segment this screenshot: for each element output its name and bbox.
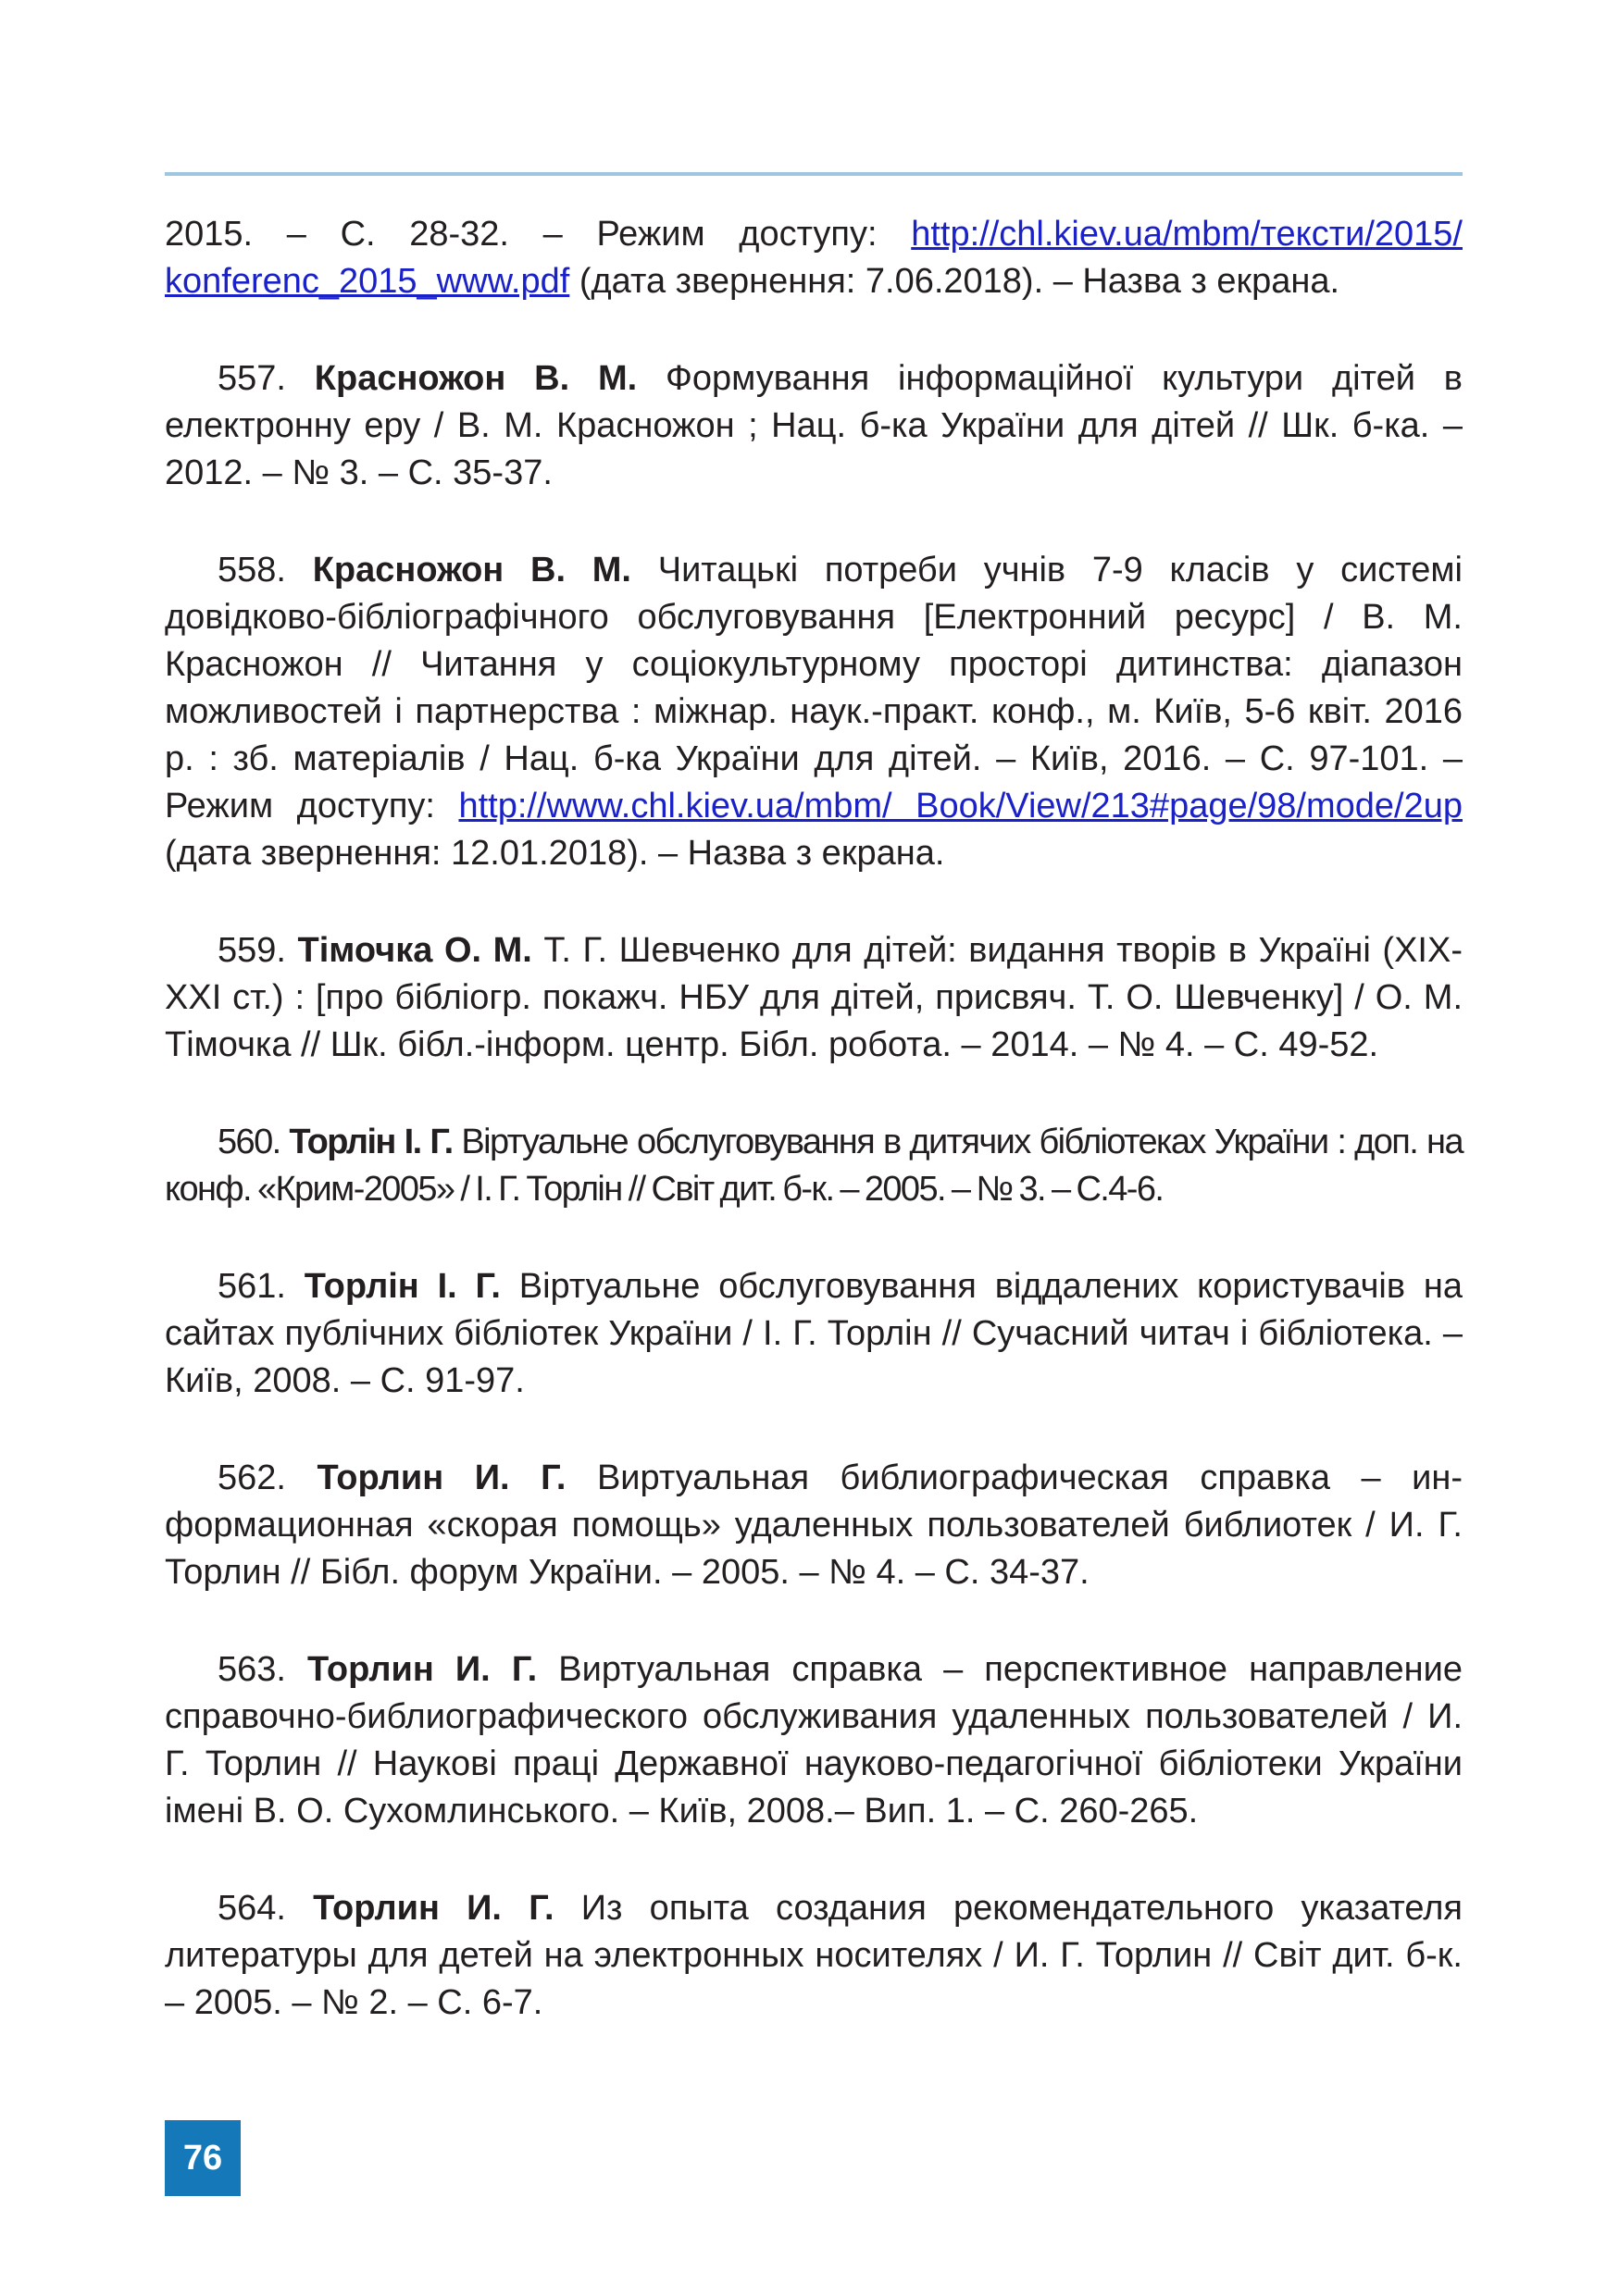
- entry-564: [165, 1885, 1463, 2027]
- bibliography-list: [165, 211, 1463, 2077]
- entry-link[interactable]: http://chl.kiev.ua/mbm/тексти/2015/ konferenc_2015_www.pdf: [165, 215, 1463, 301]
- entry-text: 2015. – С. 28-32. – Режим доступу:: [165, 215, 912, 254]
- entry-text: Виртуальная справка – перспективное направление справочно-библиографического обслуживания удаленных пользователей / И. Г. Торлин // Наукові праці Державної науково-педагогічної бібліотеки України імені В. О. Сухомлинського. – Київ, 2008.– Вип. 1. – С. 260-265.: [165, 1650, 1463, 1831]
- entry-text: Т. Г. Шевченко для дітей: видання творів в Україні (XIX-XXI ст.) : [про бібліогр. покажч. НБУ для дітей, присвяч. Т. О. Шевченку] / О. М. Тімочка // Шк. бібл.-інформ. центр. Бібл. робота. – 2014. – № 4. – С. 49-52.: [165, 931, 1463, 1064]
- entry-text: Формування інформаційної культури дітей в електронну еру / В. М. Красножон ; Нац. б-ка України для дітей // Шк. б-ка. – 2012. – № 3. – С. 35-37.: [165, 359, 1463, 492]
- entry-text-tail: (дата звернення: 12.01.2018). – Назва з екрана.: [165, 834, 945, 873]
- entry-559: [165, 927, 1463, 1069]
- page-number-badge: 76: [165, 2120, 241, 2196]
- entry-562: [165, 1455, 1463, 1596]
- entry-text-tail: (дата звернення: 7.06.2018). – Назва з екрана.: [569, 262, 1340, 301]
- entry-560: [165, 1119, 1463, 1213]
- entry-557: [165, 355, 1463, 497]
- entry-text: Из опыта создания рекомендательного указателя литературы для детей на электронных носителях / И. Г. Торлин // Світ дит. б-к. – 2005. – № 2. – С. 6-7.: [165, 1889, 1463, 2022]
- entry-number: 561.: [218, 1267, 305, 1306]
- entry-number: 562.: [218, 1458, 318, 1497]
- entry-text: Віртуальне обслуговування віддалених користувачів на сайтах публічних бібліотек України / І. Г. Торлін // Сучасний читач і бібліотека. – Київ, 2008. – С. 91-97.: [165, 1267, 1463, 1400]
- entry-author: Торлин И. Г.: [307, 1650, 538, 1689]
- entry-number: 557.: [218, 359, 315, 398]
- entry-author: Торлин И. Г.: [317, 1458, 567, 1497]
- entry-number: 560.: [218, 1123, 290, 1161]
- entry-number: 564.: [218, 1889, 314, 1928]
- entry-number: 563.: [218, 1650, 308, 1689]
- entry-author: Тімочка О. М.: [297, 931, 532, 970]
- entry-text: Читацькі потреби учнів 7-9 класів у системі довідково-бібліографічного обслуговування [Електронний ресурс] / В. М. Красножон // Читання у соціокультурному просторі дитинства: діапазон можливостей і партнерства : міжнар. наук.-практ. конф., м. Київ, 5-6 квіт. 2016 р. : зб. матеріалів / Нац. б-ка України для дітей. – Київ, 2016. – С. 97-101. – Режим доступу:: [165, 551, 1463, 825]
- entry-561: [165, 1263, 1463, 1405]
- entry-author: Красножон В. М.: [314, 359, 638, 398]
- entry-author: Торлін І. Г.: [289, 1123, 453, 1161]
- entry-author: Торлин И. Г.: [313, 1889, 554, 1928]
- entry-text: Виртуальная библиографическая справка – информационная «скорая помощь» удаленных пользователей библиотек / И. Г. Торлин // Бібл. форум України. – 2005. – № 4. – С. 34-37.: [165, 1458, 1463, 1592]
- entry-author: Торлін І. Г.: [304, 1267, 501, 1306]
- entry-number: 559.: [218, 931, 298, 970]
- entry-text: Віртуальне обслуговування в дитячих бібліотеках України : доп. на конф. «Крим-2005» / І. Г. Торлін // Світ дит. б-к. – 2005. – № 3. – С.4-6.: [165, 1123, 1463, 1209]
- entry-558: [165, 547, 1463, 877]
- entry-563: [165, 1646, 1463, 1835]
- entry-continuation: [165, 211, 1463, 305]
- entry-link[interactable]: http://www.chl.kiev.ua/mbm/ Book/View/213#page/98/mode/2up: [458, 787, 1463, 825]
- header-rule: [165, 172, 1463, 176]
- entry-author: Красножон В. М.: [312, 551, 631, 590]
- entry-number: 558.: [218, 551, 313, 590]
